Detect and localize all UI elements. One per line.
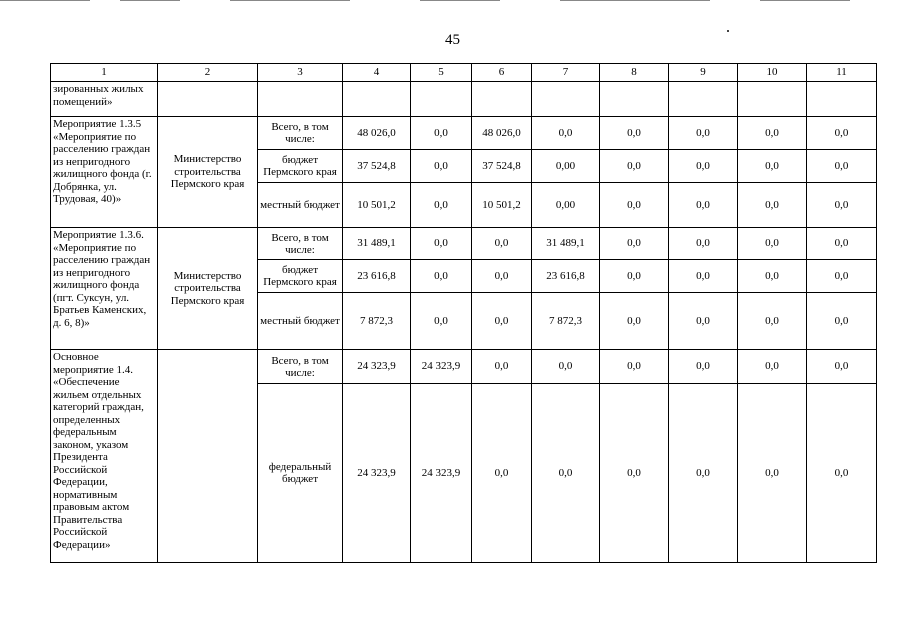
scan-artifact <box>727 30 729 32</box>
value-cell: 0,0 <box>532 350 600 384</box>
activity-name: Мероприятие 1.3.5 «Мероприятие по расселению граждан из непригодного жилищного фонда (г. Добрянка, ул. Трудовая, 40)» <box>51 117 158 228</box>
value-cell: 0,0 <box>738 228 807 260</box>
value-cell: 0,00 <box>532 150 600 183</box>
value-cell: 0,0 <box>807 183 877 228</box>
value-cell: 0,0 <box>807 150 877 183</box>
value-cell: 7 872,3 <box>532 293 600 350</box>
value-cell: 24 323,9 <box>343 384 411 563</box>
value-cell: 0,0 <box>807 384 877 563</box>
value-cell: 0,0 <box>600 228 669 260</box>
value-cell: 0,0 <box>669 293 738 350</box>
value-cell: 0,0 <box>807 293 877 350</box>
value-cell: 24 323,9 <box>343 350 411 384</box>
funding-source: Всего, в том числе: <box>258 117 343 150</box>
value-cell: 0,0 <box>738 350 807 384</box>
value-cell: 0,0 <box>411 293 472 350</box>
column-number-row <box>51 64 877 82</box>
value-cell: 0,0 <box>669 117 738 150</box>
executor: Министерство строительства Пермского края <box>158 117 258 228</box>
column-header: 8 <box>600 64 669 82</box>
funding-source: Всего, в том числе: <box>258 350 343 384</box>
value-cell: 10 501,2 <box>472 183 532 228</box>
column-header: 3 <box>258 64 343 82</box>
value-cell: 0,0 <box>472 350 532 384</box>
executor <box>158 350 258 563</box>
value-cell: 0,0 <box>411 117 472 150</box>
value-cell: 0,0 <box>807 350 877 384</box>
value-cell: 0,0 <box>600 293 669 350</box>
table-row <box>51 117 877 150</box>
column-header: 4 <box>343 64 411 82</box>
value-cell: 37 524,8 <box>472 150 532 183</box>
activity-name: Основное мероприятие 1.4. «Обеспечение жильем отдельных категорий граждан, определенных федеральным законом, указом Президента Российской Федерации, нормативным правовым актом Правительства Российской Федерации» <box>51 350 158 563</box>
value-cell: 23 616,8 <box>343 260 411 293</box>
value-cell: 24 323,9 <box>411 350 472 384</box>
scan-top-edge <box>0 0 905 2</box>
value-cell: 31 489,1 <box>532 228 600 260</box>
value-cell: 31 489,1 <box>343 228 411 260</box>
funding-source: бюджет Пермского края <box>258 150 343 183</box>
table-cell <box>669 82 738 117</box>
value-cell: 0,0 <box>472 293 532 350</box>
column-header: 1 <box>51 64 158 82</box>
value-cell: 0,0 <box>738 117 807 150</box>
executor: Министерство строительства Пермского края <box>158 228 258 350</box>
activity-name: Мероприятие 1.3.6. «Мероприятие по расселению граждан из непригодного жилищного фонда (пгт. Суксун, ул. Братьев Каменских, д. 6, 8)» <box>51 228 158 350</box>
table-cell <box>738 82 807 117</box>
value-cell: 0,0 <box>532 117 600 150</box>
funding-source: федеральный бюджет <box>258 384 343 563</box>
value-cell: 0,0 <box>472 228 532 260</box>
value-cell: 0,0 <box>411 150 472 183</box>
value-cell: 0,0 <box>807 228 877 260</box>
value-cell: 0,0 <box>600 260 669 293</box>
funding-source: местный бюджет <box>258 293 343 350</box>
value-cell: 0,0 <box>532 384 600 563</box>
value-cell: 48 026,0 <box>343 117 411 150</box>
value-cell: 0,0 <box>807 117 877 150</box>
value-cell: 0,0 <box>600 183 669 228</box>
value-cell: 0,0 <box>738 293 807 350</box>
value-cell: 0,0 <box>411 228 472 260</box>
value-cell: 0,0 <box>600 150 669 183</box>
value-cell: 0,0 <box>669 350 738 384</box>
column-header: 2 <box>158 64 258 82</box>
value-cell: 0,0 <box>472 384 532 563</box>
value-cell: 0,0 <box>807 260 877 293</box>
value-cell: 0,0 <box>411 183 472 228</box>
column-header: 5 <box>411 64 472 82</box>
table-row <box>51 350 877 384</box>
table-row <box>51 228 877 260</box>
value-cell: 0,0 <box>738 183 807 228</box>
funding-source: Всего, в том числе: <box>258 228 343 260</box>
column-header: 6 <box>472 64 532 82</box>
value-cell: 0,0 <box>411 260 472 293</box>
value-cell: 0,0 <box>738 260 807 293</box>
budget-table <box>50 63 877 563</box>
funding-source: бюджет Пермского края <box>258 260 343 293</box>
value-cell: 24 323,9 <box>411 384 472 563</box>
value-cell: 0,0 <box>669 384 738 563</box>
column-header: 9 <box>669 64 738 82</box>
value-cell: 37 524,8 <box>343 150 411 183</box>
funding-source: местный бюджет <box>258 183 343 228</box>
value-cell: 0,0 <box>600 350 669 384</box>
value-cell: 0,0 <box>669 183 738 228</box>
table-cell <box>600 82 669 117</box>
value-cell: 0,00 <box>532 183 600 228</box>
table-cell <box>472 82 532 117</box>
table-cell <box>343 82 411 117</box>
value-cell: 0,0 <box>669 260 738 293</box>
activity-name: зированных жилых помещений» <box>51 82 158 117</box>
value-cell: 10 501,2 <box>343 183 411 228</box>
value-cell: 48 026,0 <box>472 117 532 150</box>
page-number: 45 <box>445 32 460 48</box>
table-cell <box>807 82 877 117</box>
column-header: 10 <box>738 64 807 82</box>
value-cell: 0,0 <box>669 228 738 260</box>
table-cell <box>258 82 343 117</box>
value-cell: 7 872,3 <box>343 293 411 350</box>
value-cell: 0,0 <box>600 384 669 563</box>
value-cell: 0,0 <box>669 150 738 183</box>
value-cell: 23 616,8 <box>532 260 600 293</box>
value-cell: 0,0 <box>738 150 807 183</box>
column-header: 7 <box>532 64 600 82</box>
table-cell <box>532 82 600 117</box>
value-cell: 0,0 <box>472 260 532 293</box>
continuation-row <box>51 82 877 117</box>
value-cell: 0,0 <box>738 384 807 563</box>
table-cell <box>158 82 258 117</box>
table-cell <box>411 82 472 117</box>
value-cell: 0,0 <box>600 117 669 150</box>
column-header: 11 <box>807 64 877 82</box>
